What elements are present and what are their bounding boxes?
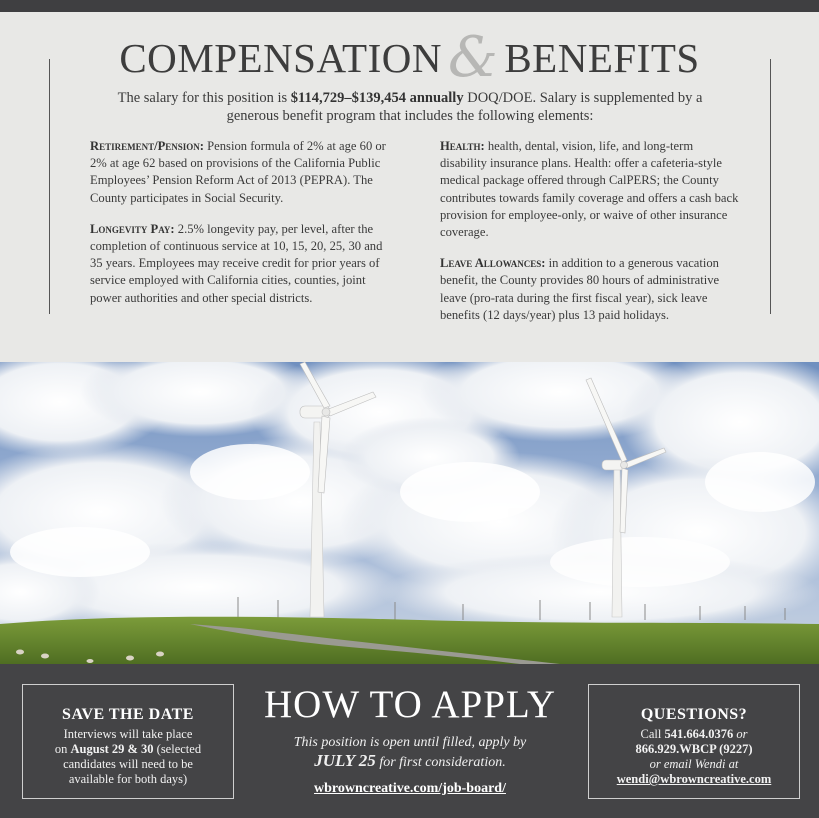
interview-line-3: candidates will need to be xyxy=(63,757,193,771)
footer xyxy=(0,664,819,818)
leave-paragraph xyxy=(440,255,740,324)
questions-title: QUESTIONS? xyxy=(640,706,748,723)
title-benefits: BENEFITS xyxy=(504,35,700,81)
interview-line-2 xyxy=(23,742,233,757)
longevity-text: 2.5% longevity pay, per level, after the completion of continuous service at 10, 15, 20, 25, 30 and 35 years. Employees may receive credit for prior years of service employed with California cities, counties, joint power authorities and other special districts. xyxy=(90,221,383,305)
phone-secondary[interactable]: 866.929.WBCP (9227) xyxy=(635,742,753,756)
email-line xyxy=(589,772,799,787)
benefits-left-column xyxy=(90,138,388,321)
call-line xyxy=(589,727,799,742)
health-heading: Health: xyxy=(440,139,485,153)
interview-line-1: Interviews will take place xyxy=(63,727,193,741)
retirement-paragraph xyxy=(90,138,388,207)
salary-range: $114,729–$139,454 annually xyxy=(290,90,464,106)
compensation-benefits-panel xyxy=(0,12,819,362)
interview-on: on xyxy=(54,742,71,756)
save-the-date-box xyxy=(22,684,234,799)
health-text: health, dental, vision, life, and long-term disability insurance plans. Health: offer a cafeteria-style medical package offered through CalPERS; the County contributes towards family coverage and offers a cash back provision for employee-only, or waive of other insurance coverage. xyxy=(440,139,739,240)
call-label: Call xyxy=(640,727,665,741)
apply-line-2 xyxy=(240,752,580,772)
title-ampersand: & xyxy=(447,25,499,90)
leave-text: in addition to a generous vacation benefit, the County provides 80 hours of administrative leave (pro-rata during the first fiscal year), sick leave benefits (12 days/year) plus 13 paid holidays. xyxy=(440,256,720,322)
top-bar xyxy=(0,0,819,12)
retirement-text: Pension formula of 2% at age 60 or 2% at age 62 based on provisions of the California Public Employees’ Pension Reform Act of 2013 (PEPRA). The County participates in Social Security. xyxy=(90,139,386,205)
questions-body xyxy=(589,727,799,787)
health-paragraph xyxy=(440,138,740,241)
longevity-heading: Longevity Pay: xyxy=(90,221,175,236)
apply-date: JULY 25 xyxy=(314,751,376,770)
intro-text-2: . Salary is supplemented by a generous benefit program that includes the following elements: xyxy=(226,90,703,124)
apply-consideration: for first consideration. xyxy=(375,755,506,770)
job-board-link[interactable]: wbrowncreative.com/job-board/ xyxy=(314,781,506,796)
questions-box xyxy=(588,684,800,799)
interview-selected: (selected xyxy=(153,742,202,756)
email-link[interactable]: wendi@wbrowncreative.com xyxy=(616,772,772,786)
intro-text: The salary for this position is xyxy=(117,90,291,106)
phone-line-2 xyxy=(589,742,799,757)
or-label: or xyxy=(733,727,748,741)
email-label: or email Wendi at xyxy=(649,757,739,771)
leave-heading: Leave Allowances: xyxy=(440,256,546,271)
email-label-line xyxy=(589,757,799,772)
left-rule xyxy=(49,59,50,314)
title-compensation: COMPENSATION xyxy=(119,35,442,81)
right-rule xyxy=(770,59,771,314)
apply-line-1: This position is open until filled, apply by xyxy=(293,735,527,750)
how-to-apply-title: HOW TO APPLY xyxy=(264,683,556,726)
salary-intro xyxy=(95,89,725,125)
doq-label: DOQ/DOE xyxy=(467,90,533,106)
benefits-right-column xyxy=(440,138,740,338)
save-the-date-body xyxy=(23,727,233,787)
save-the-date-title: SAVE THE DATE xyxy=(62,706,194,723)
interview-line-4: available for both days) xyxy=(68,772,188,786)
section-title xyxy=(0,25,819,90)
retirement-heading: Retirement/Pension: xyxy=(90,139,205,153)
interview-dates: August 29 & 30 xyxy=(70,742,154,756)
how-to-apply xyxy=(240,682,580,797)
wind-turbine-photo xyxy=(0,362,819,664)
how-to-apply-subtitle xyxy=(240,734,580,772)
longevity-paragraph xyxy=(90,221,388,307)
phone-primary[interactable]: 541.664.0376 xyxy=(664,727,734,741)
